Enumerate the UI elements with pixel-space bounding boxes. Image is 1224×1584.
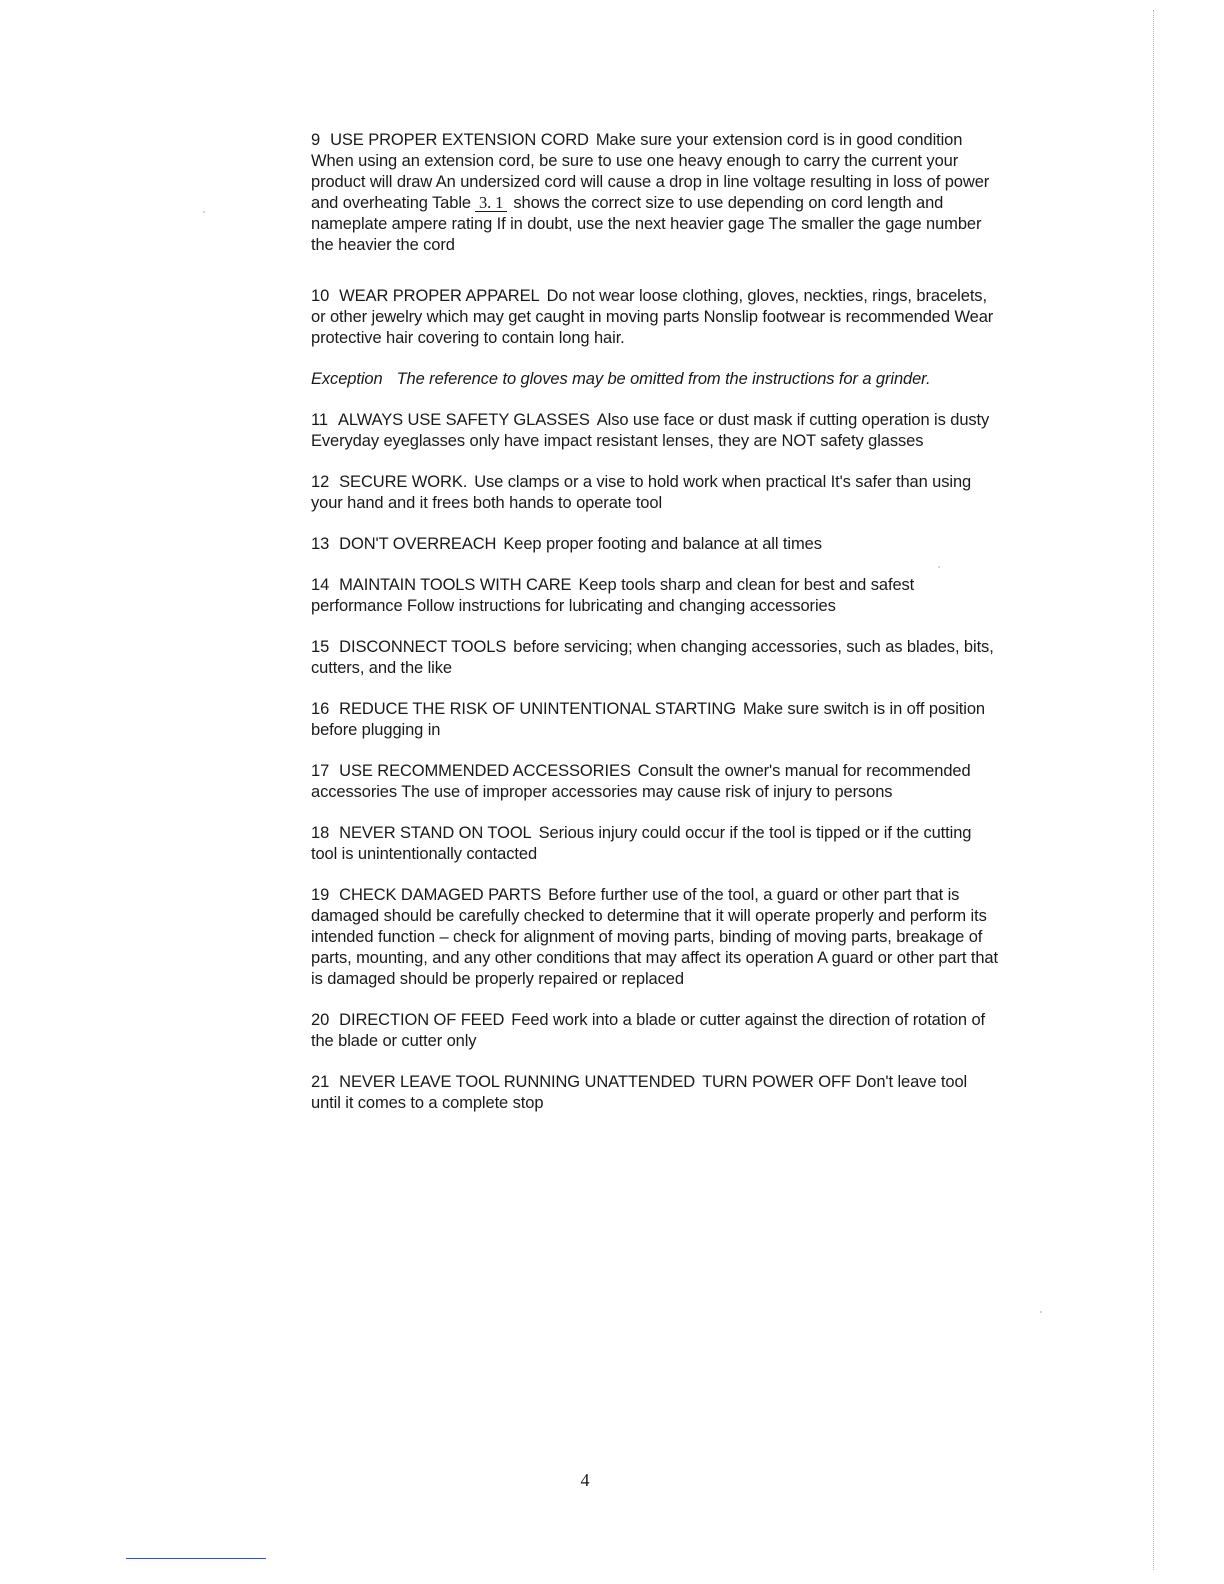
instruction-heading: REDUCE THE RISK OF UNINTENTIONAL STARTING — [339, 700, 736, 718]
instruction-heading: NEVER LEAVE TOOL RUNNING UNATTENDED — [339, 1073, 696, 1091]
instruction-body: Use clamps or a vise to hold work when practical It's safer than using your hand and it frees both hands to operate tool — [311, 473, 972, 512]
instruction-16 — [311, 699, 1001, 741]
safety-instructions — [311, 130, 1001, 1134]
instruction-number: 14 — [311, 576, 330, 594]
scan-speck — [1040, 1311, 1042, 1313]
instruction-20 — [311, 1010, 1001, 1052]
instruction-body: Feed work into a blade or cutter against the direction of rotation of the blade or cutter only — [311, 1011, 986, 1050]
instruction-heading: NEVER STAND ON TOOL — [339, 824, 532, 842]
table-reference: 3. 1 — [475, 195, 507, 212]
instruction-14 — [311, 575, 1001, 617]
instruction-body: Make sure switch is in off position before plugging in — [311, 700, 985, 739]
instruction-body: Also use face or dust mask if cutting operation is dusty Everyday eyeglasses only have impact resistant lenses, they are NOT safety glasses — [311, 411, 990, 450]
scan-speck — [938, 566, 940, 568]
instruction-21 — [311, 1072, 1001, 1114]
exception-note — [311, 369, 1001, 390]
instruction-heading: DISCONNECT TOOLS — [339, 638, 507, 656]
instruction-9 — [311, 130, 1001, 256]
instruction-heading: USE RECOMMENDED ACCESSORIES — [339, 762, 631, 780]
instruction-heading: WEAR PROPER APPAREL — [339, 287, 540, 305]
instruction-body: Keep tools sharp and clean for best and safest performance Follow instructions for lubricating and changing accessories — [311, 576, 915, 615]
page-number: 4 — [580, 1470, 590, 1490]
instruction-number: 19 — [311, 886, 330, 904]
instruction-number: 17 — [311, 762, 330, 780]
instruction-heading: ALWAYS USE SAFETY GLASSES — [337, 411, 590, 429]
instruction-number: 16 — [311, 700, 330, 718]
instruction-17 — [311, 761, 1001, 803]
instruction-number: 11 — [311, 411, 328, 429]
instruction-body: TURN POWER OFF Don't leave tool until it comes to a complete stop — [311, 1073, 968, 1112]
instruction-body: Serious injury could occur if the tool is tipped or if the cutting tool is unintentionally contacted — [311, 824, 972, 863]
instruction-13 — [311, 534, 1001, 555]
instruction-number: 13 — [311, 535, 330, 553]
instruction-15 — [311, 637, 1001, 679]
instruction-heading: SECURE WORK. — [339, 473, 468, 491]
instruction-number: 12 — [311, 473, 330, 491]
instruction-number: 18 — [311, 824, 330, 842]
instruction-body: Consult the owner's manual for recommended accessories The use of improper accessories may cause risk of injury to persons — [311, 762, 971, 801]
instruction-heading: USE PROPER EXTENSION CORD — [330, 131, 589, 149]
instruction-number: 9 — [311, 131, 321, 149]
instruction-12 — [311, 472, 1001, 514]
instruction-heading: DIRECTION OF FEED — [339, 1011, 505, 1029]
instruction-number: 20 — [311, 1011, 330, 1029]
instruction-body: Before further use of the tool, a guard or other part that is damaged should be carefully checked to determine that it will operate properly and perform its intended function – check for alignment of moving parts, binding of moving parts, breakage of parts, mounting, and any other conditions that may affect its operation A guard or other part that is damaged should be properly repaired or replaced — [311, 886, 998, 988]
instruction-19 — [311, 885, 1001, 990]
instruction-number: 21 — [311, 1073, 330, 1091]
instruction-18 — [311, 823, 1001, 865]
scan-edge-line — [1153, 10, 1154, 1570]
scan-speck — [203, 211, 205, 213]
instruction-body-continued: shows the correct size to use depending on cord length and nameplate ampere rating If in doubt, use the next heavier gage The smaller the gage number the heavier the cord — [311, 194, 982, 254]
instruction-body: Make sure your extension cord is in good condition When using an extension cord, be sure to use one heavy enough to carry the current your product will draw An undersized cord will cause a drop in line voltage resulting in loss of power and overheating Table — [311, 131, 990, 212]
instruction-heading: DON'T OVERREACH — [339, 535, 497, 553]
instruction-body: Keep proper footing and balance at all times — [503, 535, 822, 553]
instruction-heading: CHECK DAMAGED PARTS — [339, 886, 542, 904]
instruction-body: Do not wear loose clothing, gloves, neckties, rings, bracelets, or other jewelry which may get caught in moving parts Nonslip footwear is recommended Wear protective hair covering to contain long hair. — [311, 287, 994, 347]
instruction-number: 10 — [311, 287, 330, 305]
instruction-number: 15 — [311, 638, 330, 656]
exception-label: Exception — [311, 370, 383, 388]
instruction-10 — [311, 286, 1001, 349]
instruction-heading: MAINTAIN TOOLS WITH CARE — [339, 576, 572, 594]
footnote-rule — [126, 1558, 266, 1559]
exception-body: The reference to gloves may be omitted from the instructions for a grinder. — [396, 370, 931, 388]
instruction-11 — [311, 410, 1001, 452]
instruction-body: before servicing; when changing accessories, such as blades, bits, cutters, and the like — [311, 638, 994, 677]
